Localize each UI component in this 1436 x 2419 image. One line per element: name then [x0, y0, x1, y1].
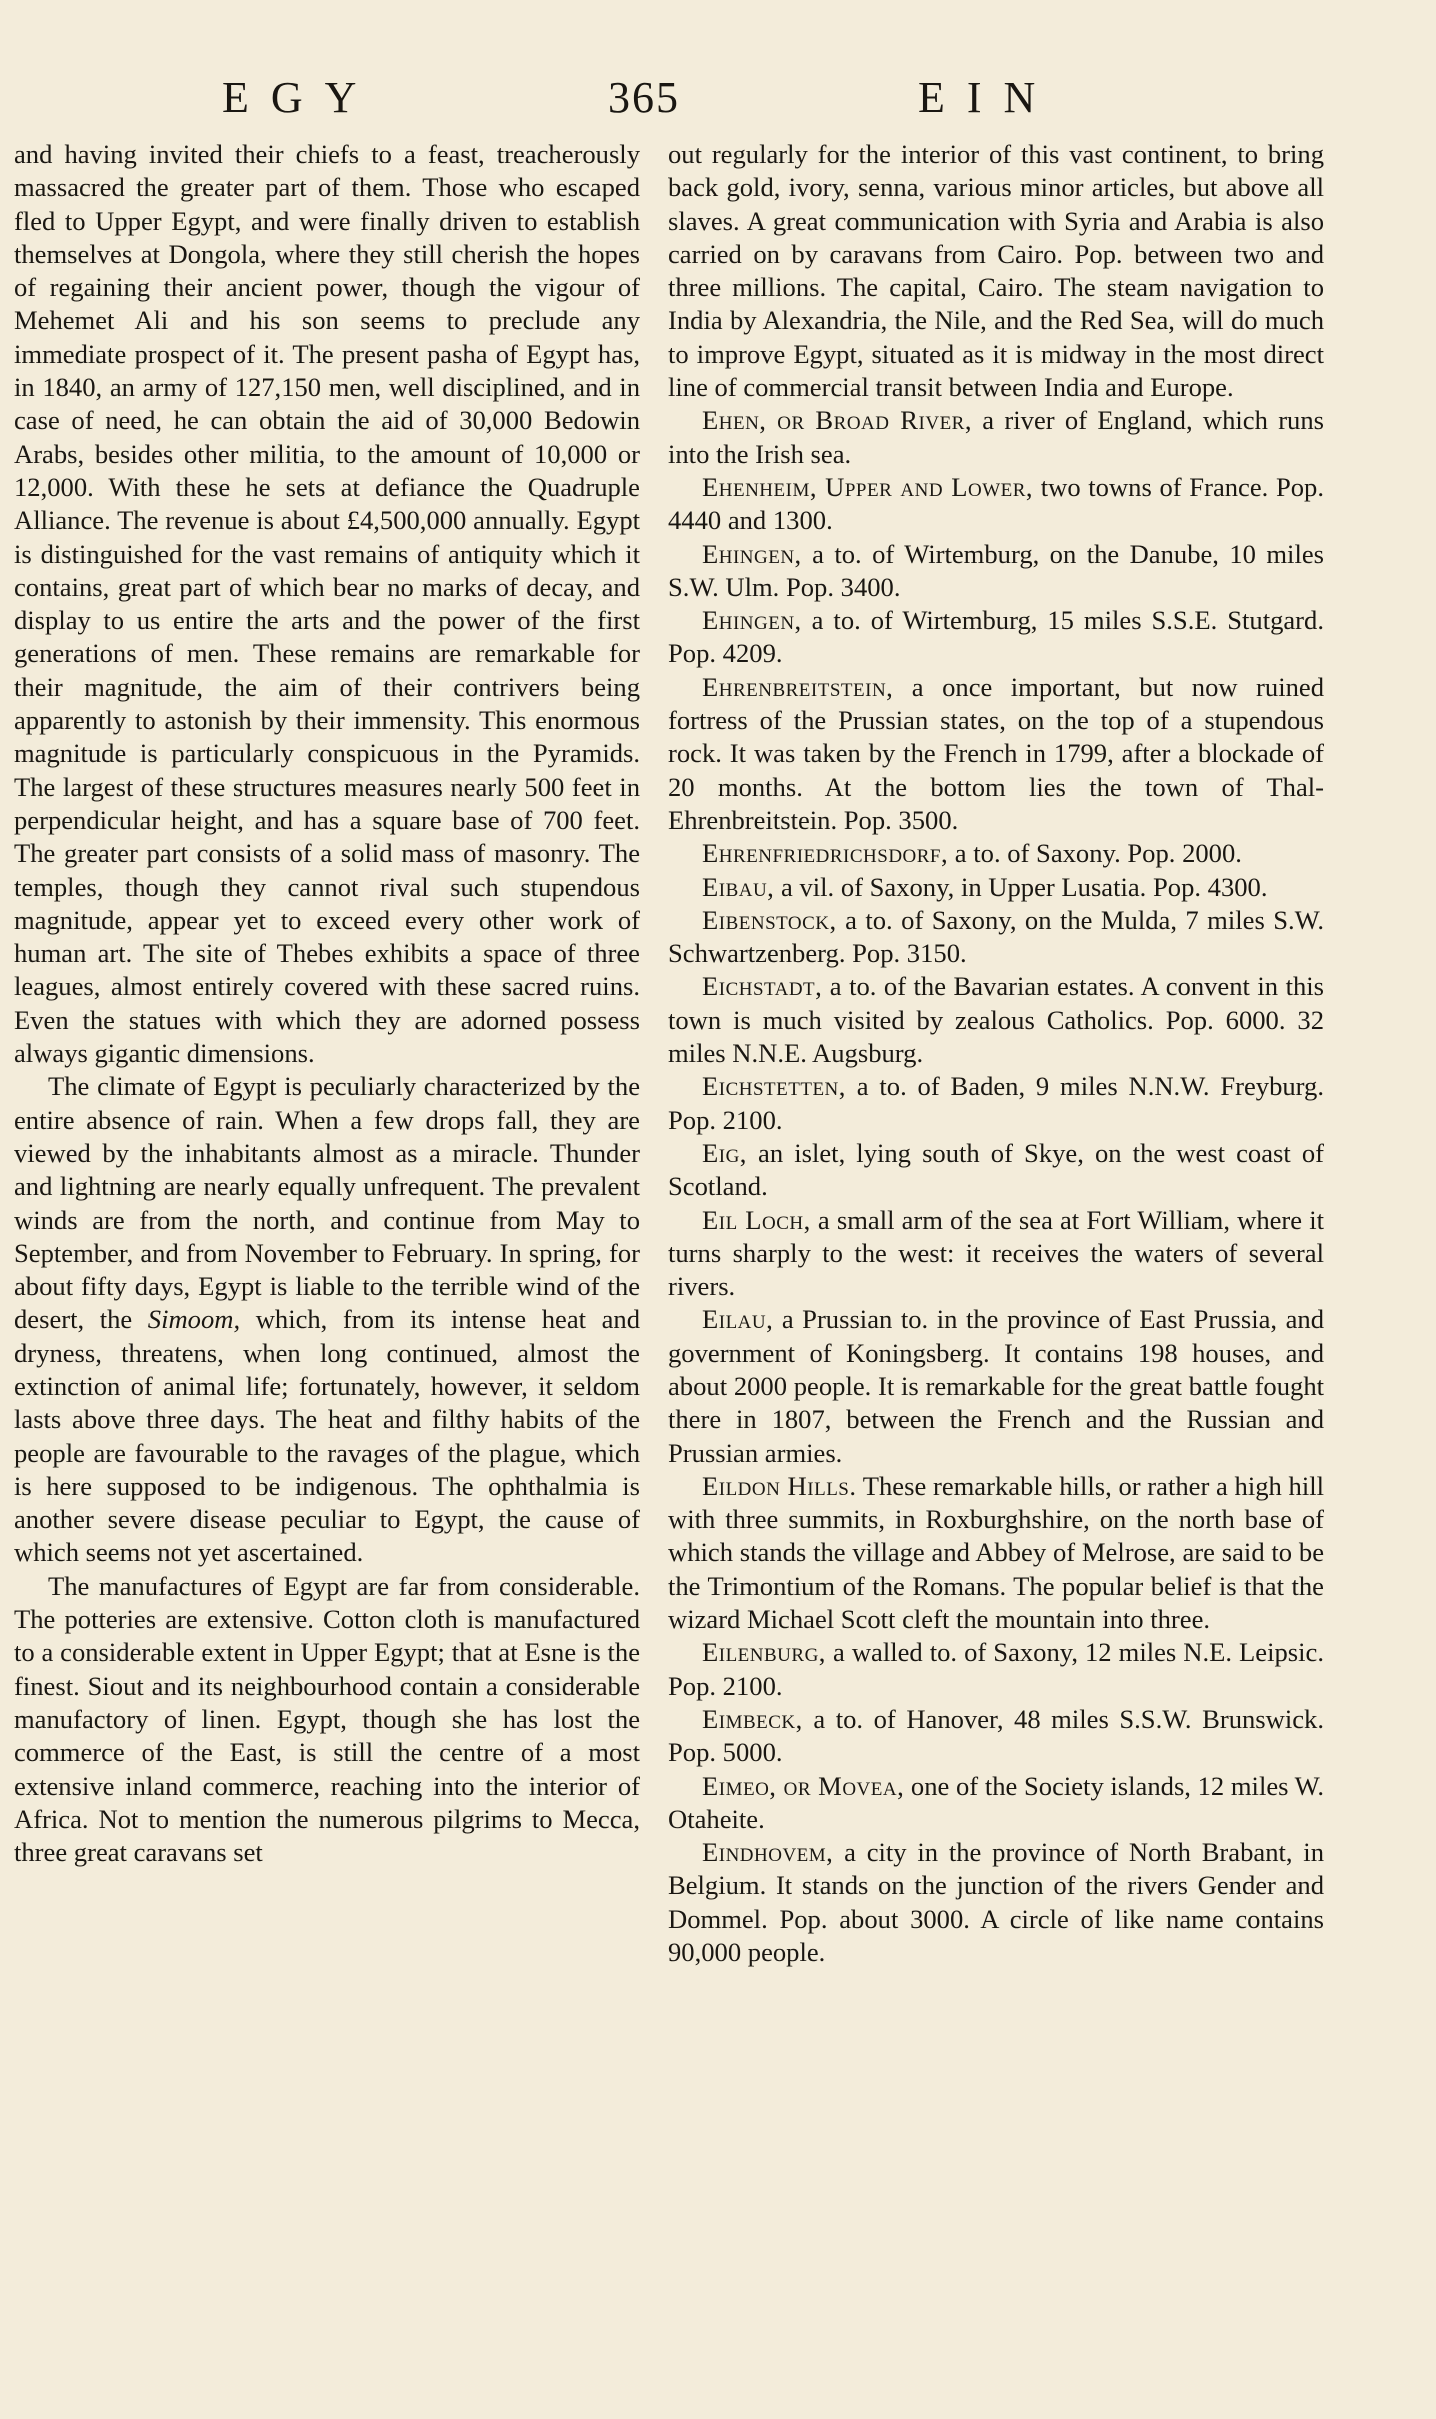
- entry-text: a once important, but now ruined fortress of the Prussian states, on the top of a stupendous rock. It was taken by the French in 1799, after a blockade of 20 months. At the bottom lies the town of Thal-Ehrenbreitstein. Pop. 3500.: [668, 671, 1324, 835]
- right-column: [668, 138, 1324, 1969]
- entry-text: a walled to. of Saxony, 12 miles N.E. Leipsic. Pop. 2100.: [668, 1637, 1324, 1701]
- left-column: [14, 138, 640, 1869]
- simoom-italic: Simoom,: [147, 1304, 241, 1335]
- entry-headword: Eindhovem,: [702, 1837, 834, 1868]
- gazetteer-entry: [668, 1303, 1324, 1469]
- entry-text: a to. of Hanover, 48 miles S.S.W. Brunswick. Pop. 5000.: [668, 1703, 1324, 1768]
- entry-headword: Eimeo, or Movea,: [702, 1770, 905, 1801]
- gazetteer-entry: [668, 904, 1324, 971]
- entry-headword: Ehen, or Broad River,: [702, 405, 973, 436]
- gazetteer-entries: [668, 404, 1324, 1969]
- entry-text: These remarkable hills, or rather a high hill with three summits, in Roxburghshire, on the north base of which stands the village and Abbey of Melrose, are said to be the Trimontium of the Romans. The popular belief is that the wizard Michael Scott cleft the mountain into three.: [668, 1470, 1324, 1635]
- entry-headword: Eig,: [702, 1137, 747, 1168]
- entry-headword: Eil Loch,: [702, 1204, 811, 1235]
- gazetteer-entry: [668, 871, 1324, 904]
- entry-text: a city in the province of North Brabant, in Belgium. It stands on the junction of the rivers Gender and Dommel. Pop. about 3000. A circle of like name contains 90,000 people.: [668, 1837, 1324, 1968]
- running-header: [0, 72, 1436, 132]
- climate-text-b: which, from its intense heat and dryness, threatens, when long continued, almost the extinction of animal life; fortunately, however, it seldom lasts above three days. The heat and filthy habits of the people are favourable to the ravages of the plague, which is here supposed to be indigenous. The ophthalmia is another severe disease peculiar to Egypt, the cause of which seems not yet ascertained.: [14, 1304, 641, 1568]
- entry-text: a to. of Wirtemburg, on the Danube, 10 miles S.W. Ulm. Pop. 3400.: [668, 538, 1324, 602]
- entry-headword: Ehingen,: [702, 538, 802, 569]
- entry-headword: Ehrenbreitstein,: [702, 671, 894, 702]
- gazetteer-entry: [668, 1070, 1324, 1137]
- gazetteer-entry: [668, 538, 1324, 605]
- entry-text: a to. of Baden, 9 miles N.N.W. Freyburg. Pop. 2100.: [668, 1071, 1324, 1135]
- egypt-climate-paragraph: [14, 1070, 640, 1569]
- entry-headword: Eimbeck,: [702, 1703, 803, 1734]
- gazetteer-entry: [668, 471, 1324, 538]
- entry-headword: Eichstetten,: [702, 1071, 846, 1102]
- gazetteer-entry: [668, 1836, 1324, 1969]
- gazetteer-entry: [668, 970, 1324, 1070]
- header-left-guide-word: EGY: [222, 73, 379, 122]
- entry-text: a to. of Saxony, on the Mulda, 7 miles S.W. Schwartzenberg. Pop. 3150.: [668, 904, 1324, 969]
- gazetteer-entry: [668, 1703, 1324, 1770]
- entry-text: a small arm of the sea at Fort William, where it turns sharply to the west: it receives the waters of several rivers.: [668, 1204, 1324, 1302]
- gazetteer-entry: [668, 837, 1324, 870]
- gazetteer-entry: [668, 1770, 1324, 1837]
- entry-text: an islet, lying south of Skye, on the west coast of Scotland.: [668, 1137, 1324, 1202]
- entry-headword: Eichstadt,: [702, 971, 823, 1002]
- page-number: 365: [608, 73, 680, 122]
- gazetteer-entry: [668, 671, 1324, 837]
- entry-text: a vil. of Saxony, in Upper Lusatia. Pop. 4300.: [774, 871, 1268, 902]
- egypt-commerce-continuation: out regularly for the interior of this vast continent, to bring back gold, ivory, senna, various minor articles, but above all slaves. A great communication with Syria and Arabia is also carried on by caravans from Cairo. Pop. between two and three millions. The capital, Cairo. The steam navigation to India by Alexandria, the Nile, and the Red Sea, will do much to improve Egypt, situated as it is midway in the most direct line of commercial transit between India and Europe.: [668, 139, 1324, 403]
- climate-text-a: The climate of Egypt is peculiarly characterized by the entire absence of rain. When a few drops fall, they are viewed by the inhabitants almost as a miracle. Thunder and lightning are nearly equally unfrequent. The prevalent winds are from the north, and continue from May to September, and from November to February. In spring, for about fifty days, Egypt is liable to the terrible wind of the desert, the: [14, 1071, 640, 1335]
- gazetteer-entry: [668, 604, 1324, 671]
- gazetteer-entry: [668, 404, 1324, 471]
- entry-headword: Ehrenfriedrichsdorf,: [702, 838, 949, 869]
- entry-headword: Eibau,: [702, 871, 775, 902]
- gazetteer-entry: [668, 1470, 1324, 1636]
- egypt-manufactures-paragraph: The manufactures of Egypt are far from considerable. The potteries are extensive. Cotton cloth is manufactured to a considerable extent in Upper Egypt; that at Esne is the finest. Siout and its neighbourhood contain a considerable manufactory of linen. Egypt, though she has lost the commerce of the East, is still the centre of a most extensive inland commerce, reaching into the interior of Africa. Not to mention the numerous pilgrims to Mecca, three great caravans set: [14, 1570, 640, 1868]
- entry-text: a Prussian to. in the province of East Prussia, and government of Koningsberg. It contains 198 houses, and about 2000 people. It is remarkable for the great battle fought there in 1807, between the French and the Russian and Prussian armies.: [668, 1304, 1324, 1468]
- entry-text: a to. of Saxony. Pop. 2000.: [948, 838, 1242, 869]
- entry-text: a to. of the Bavarian estates. A convent in this town is much visited by zealous Catholics. Pop. 6000. 32 miles N.N.E. Augsburg.: [668, 971, 1324, 1069]
- header-right-guide-word: EIN: [918, 73, 1058, 122]
- entry-headword: Eilau,: [702, 1304, 774, 1335]
- entry-text: two towns of France. Pop. 4440 and 1300.: [668, 471, 1324, 536]
- gazetteer-entry: [668, 1204, 1324, 1304]
- gazetteer-entry: [668, 1137, 1324, 1204]
- egypt-history-paragraph: and having invited their chiefs to a feast, treacherously massacred the greater part of them. Those who escaped fled to Upper Egypt, and were finally driven to establish themselves at Dongola, where they still cherish the hopes of regaining their ancient power, though the vigour of Mehemet Ali and his son seems to preclude any immediate prospect of it. The present pasha of Egypt has, in 1840, an army of 127,150 men, well disciplined, and in case of need, he can obtain the aid of 30,000 Bedowin Arabs, besides other militia, to the amount of 10,000 or 12,000. With these he sets at defiance the Quadruple Alliance. The revenue is about £4,500,000 annually. Egypt is distinguished for the vast remains of antiquity which it contains, great part of which bear no marks of decay, and display to us entire the arts and the power of the first generations of men. These remains are remarkable for their magnitude, the aim of their contrivers being apparently to astonish by their immensity. This enormous magnitude is particularly conspicuous in the Pyramids. The largest of these structures measures nearly 500 feet in perpendicular height, and has a square base of 700 feet. The greater part consists of a solid mass of masonry. The temples, though they cannot rival such stupendous magnitude, appear yet to exceed every other work of human art. The site of Thebes exhibits a space of three leagues, almost entirely covered with these sacred ruins. Even the statues with which they are adorned possess always gigantic dimensions.: [14, 139, 640, 1069]
- entry-text: one of the Society islands, 12 miles W. Otaheite.: [668, 1770, 1324, 1834]
- entry-headword: Eildon Hills.: [702, 1470, 857, 1501]
- entry-headword: Eibenstock,: [702, 904, 837, 935]
- entry-headword: Eilenburg,: [702, 1637, 826, 1668]
- entry-text: a river of England, which runs into the Irish sea.: [668, 405, 1324, 469]
- entry-headword: Ehingen,: [702, 605, 802, 636]
- entry-headword: Ehenheim, Upper and Lower,: [702, 471, 1034, 502]
- gazetteer-entry: [668, 1636, 1324, 1703]
- entry-text: a to. of Wirtemburg, 15 miles S.S.E. Stutgard. Pop. 4209.: [668, 605, 1324, 669]
